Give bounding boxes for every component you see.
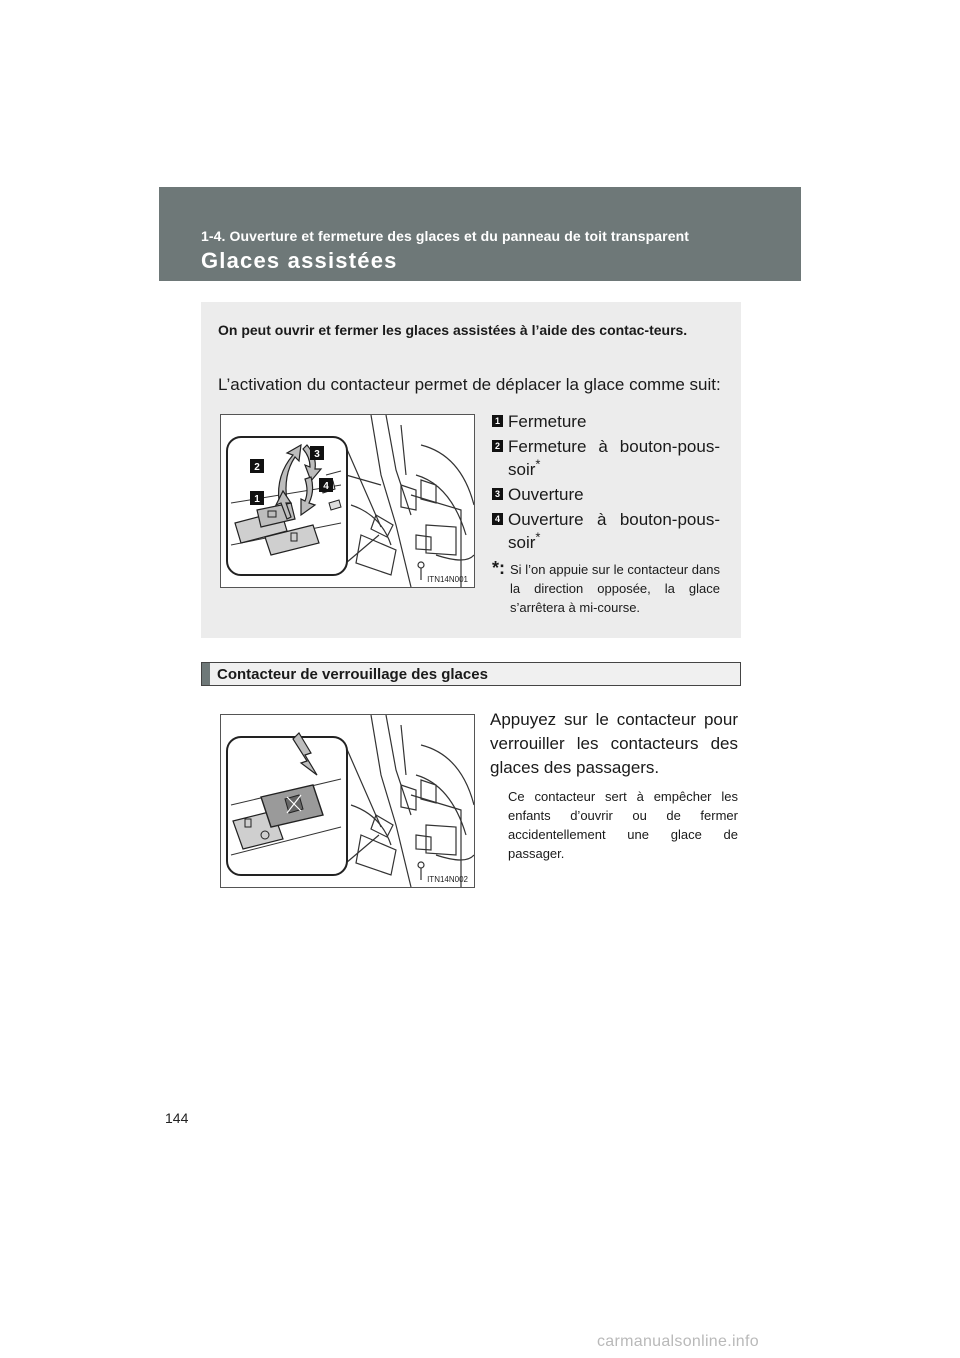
figure-label-3: 3 [314,449,320,460]
step-number: 1 [492,415,503,427]
steps-list [492,410,720,617]
intro-text: L’activation du contacteur permet de déplacer la glace comme suit: [218,375,721,394]
window-switch-figure [220,414,475,588]
page-number: 144 [165,1110,189,1126]
step-number: 4 [492,513,503,525]
lock-instruction: Appuyez sur le contacteur pour verrouiller les contacteurs des glaces des passagers. [490,710,738,777]
section-title: 1-4. Ouverture et fermeture des glaces et du panneau de toit transparent [201,228,689,244]
asterisk: * [535,529,541,545]
section-header [159,187,801,281]
step-item [492,508,720,554]
watermark: carmanualsonline.info [597,1333,759,1350]
figure-label-1: 1 [254,494,260,505]
step-label: Ouverture [508,485,584,504]
step-item [492,483,720,506]
lock-note: Ce contacteur sert à empêcher les enfants d’ouvrir ou de fermer accidentellement une glace de passager. [508,789,738,861]
intro-lead: On peut ouvrir et fermer les glaces assistées à l’aide des contac-teurs. [218,322,688,338]
footnote-text: Si l’on appuie sur le contacteur dans la direction opposée, la glace s’arrêtera à mi-course. [510,562,720,615]
figure-label-4: 4 [323,481,329,492]
heading-text: Contacteur de verrouillage des glaces [217,666,488,683]
footnote [492,560,720,617]
lock-switch-illustration [221,715,474,887]
footnote-mark: *: [492,558,505,578]
step-number: 3 [492,488,503,500]
step-item [492,410,720,433]
lock-switch-heading [201,662,741,686]
step-label: Ouverture à bouton-pous-soir [508,510,720,552]
lock-switch-figure [220,714,475,888]
window-switch-illustration [221,415,474,587]
step-label: Fermeture à bouton-pous-soir [508,437,720,479]
step-number: 2 [492,440,503,452]
figure-code: ITN14N001 [427,575,468,584]
figure-code: ITN14N002 [427,875,468,884]
figure-label-2: 2 [254,462,260,473]
step-item [492,435,720,481]
asterisk: * [535,456,541,472]
step-label: Fermeture [508,412,587,431]
page-title: Glaces assistées [201,248,398,273]
heading-bar [202,663,210,685]
